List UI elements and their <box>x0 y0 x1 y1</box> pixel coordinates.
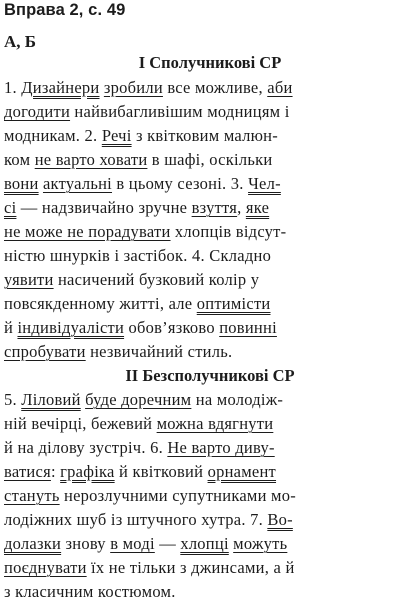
marked-word: зробили <box>103 78 163 97</box>
text-line <box>4 149 396 173</box>
marked-word: орнамент <box>207 462 277 481</box>
marked-word: можуть <box>233 534 288 553</box>
section-heading-compound: І Сполучникові СР <box>138 53 282 72</box>
marked-word: Чел- <box>248 174 281 193</box>
exercise-title: Вправа 2, с. 49 <box>4 1 126 19</box>
text-segment: їх не тільки з джинсами, а й <box>86 558 295 577</box>
text-segment: все можливе, <box>162 78 268 97</box>
text-line <box>4 557 396 581</box>
text-segment: 5. <box>4 390 22 409</box>
text-segment: обов’язково <box>124 318 220 337</box>
marked-word: можна вдягнути <box>156 414 274 433</box>
marked-word: уявити <box>4 270 54 289</box>
marked-word: хлопці <box>180 534 229 553</box>
text-segment: й <box>4 318 18 337</box>
text-segment: й на ділову зустріч. 6. <box>4 438 168 457</box>
text-segment: : <box>50 462 61 481</box>
text-line <box>4 485 396 509</box>
text-segment: незвичайний стиль. <box>85 342 233 361</box>
marked-word: повинні <box>219 318 277 337</box>
marked-word: буде доречним <box>85 390 192 409</box>
marked-word: не може не порадувати <box>4 222 171 241</box>
text-line <box>4 413 396 437</box>
marked-word: індивідуалісти <box>17 318 125 337</box>
text-segment: в шафі, оскільки <box>147 150 273 169</box>
marked-word: Дизайнери <box>21 78 100 97</box>
marked-word: взуття <box>191 198 238 217</box>
text-line <box>4 533 396 557</box>
text-segment: ністю шнурків і застібок. 4. Складно <box>4 246 272 265</box>
text-segment: 1. <box>4 78 22 97</box>
text-line <box>4 461 396 485</box>
text-line <box>4 173 396 197</box>
text-line <box>4 221 396 245</box>
marked-word: Не варто диву- <box>167 438 275 457</box>
marked-word: ватися <box>4 462 51 481</box>
text-line <box>4 389 396 413</box>
text-segment: з квітковим малюн- <box>131 126 278 145</box>
text-segment: — надзвичайно зручне <box>16 198 192 217</box>
text-segment: ком <box>4 150 35 169</box>
marked-word: оптимісти <box>196 294 271 313</box>
text-line <box>4 197 396 221</box>
text-segment: в цьому сезоні. 3. <box>112 174 249 193</box>
text-line <box>4 509 396 533</box>
text-line <box>4 581 396 605</box>
marked-word: стануть <box>4 486 60 505</box>
text-line <box>4 437 396 461</box>
marked-word: в моді <box>110 534 155 553</box>
text-line <box>4 101 396 125</box>
marked-word: яке <box>245 198 270 217</box>
text-line <box>4 293 396 317</box>
text-segment: ній вечірці, бежевий <box>4 414 157 433</box>
marked-word: аби <box>267 78 293 97</box>
section-heading-asyndetic: ІІ Безсполучникові СР <box>125 366 295 385</box>
variant-label: А, Б <box>4 32 37 51</box>
marked-word: не варто ховати <box>34 150 148 169</box>
marked-word: спробувати <box>4 342 86 361</box>
text-segment: , <box>237 198 246 217</box>
marked-word: вони <box>4 174 39 193</box>
text-line <box>4 245 396 269</box>
text-line <box>4 341 396 365</box>
text-segment: хлопців відсут- <box>170 222 287 241</box>
text-line <box>4 125 396 149</box>
marked-word: догодити <box>4 102 71 121</box>
text-line <box>4 317 396 341</box>
text-segment: насичений бузковий колір у <box>53 270 260 289</box>
marked-word: долазки <box>4 534 62 553</box>
text-segment: лодіжних шуб із штучного хутра. 7. <box>4 510 268 529</box>
text-line <box>4 269 396 293</box>
marked-word: актуальні <box>42 174 113 193</box>
text-segment: нерозлучними супутниками мо- <box>59 486 296 505</box>
text-segment: модникам. 2. <box>4 126 102 145</box>
marked-word: Речі <box>101 126 132 145</box>
text-segment: повсякденному житті, але <box>4 294 197 313</box>
text-segment: найвибагливішим модницям і <box>70 102 290 121</box>
marked-word: сі <box>4 198 17 217</box>
marked-word: графіка <box>60 462 115 481</box>
marked-word: Во- <box>267 510 293 529</box>
text-segment: знову <box>61 534 111 553</box>
text-segment: з класичним костюмом. <box>4 582 176 601</box>
marked-word: поєднувати <box>4 558 87 577</box>
text-segment: — <box>154 534 181 553</box>
text-segment: й квітковий <box>114 462 208 481</box>
marked-word: Ліловий <box>21 390 81 409</box>
text-segment: на молодіж- <box>191 390 284 409</box>
text-line <box>4 77 396 101</box>
